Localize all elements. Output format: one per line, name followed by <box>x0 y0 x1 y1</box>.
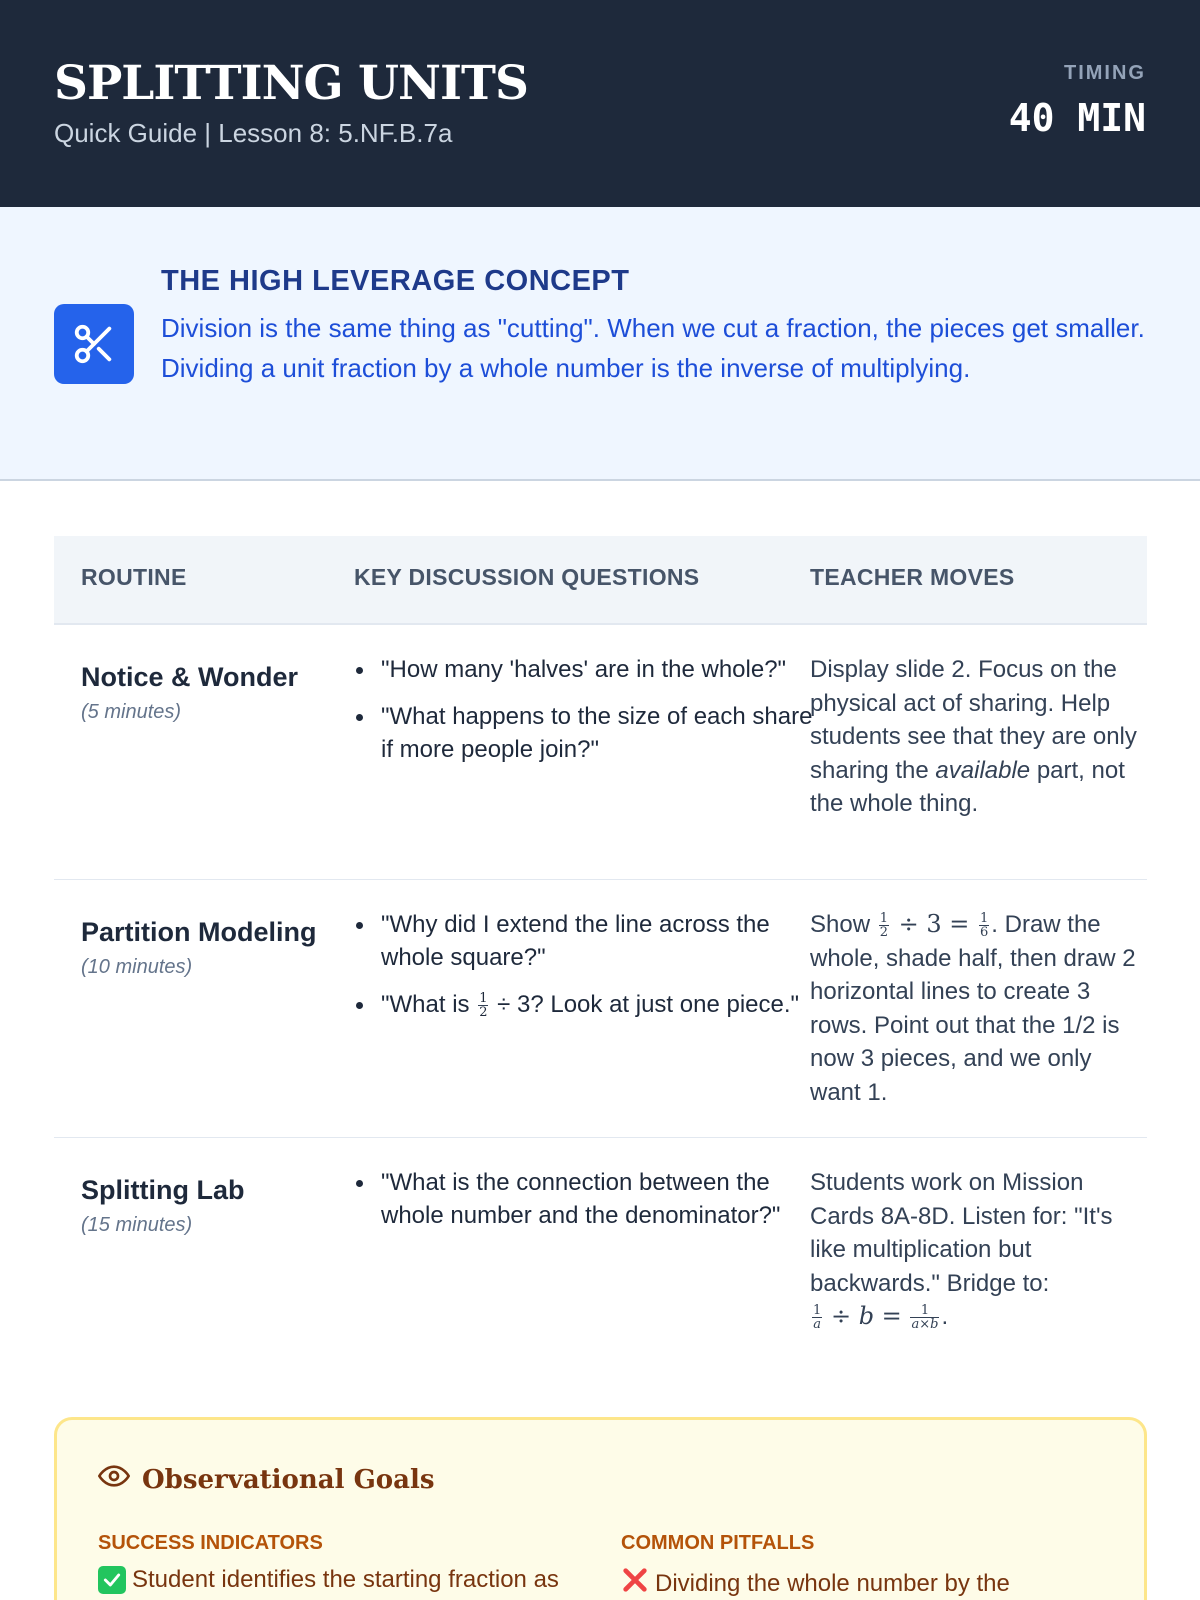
table-header <box>54 536 1147 625</box>
routine-cell <box>81 1170 321 1237</box>
success-indicators-heading: SUCCESS INDICATORS <box>98 1532 323 1554</box>
success-item <box>98 1566 559 1594</box>
teacher-moves-cell <box>810 653 1140 821</box>
math-operator: ÷ b = <box>830 1302 902 1330</box>
routine-name: Splitting Lab <box>81 1175 245 1205</box>
routine-time: (15 minutes) <box>81 1214 193 1236</box>
routine-cell <box>81 657 321 724</box>
fraction-one-sixth: $\frac{1}{6}$ <box>980 911 989 941</box>
success-item-text: Student identifies the starting fraction as <box>132 1566 559 1593</box>
fraction-one-over-axb: $\frac{1}{a\times b}$ <box>911 1303 939 1333</box>
goals-title <box>98 1464 434 1495</box>
table-row <box>54 625 1147 880</box>
question-item: "How many 'halves' are in the whole?" <box>354 653 814 686</box>
routine-time: (10 minutes) <box>81 956 193 978</box>
observational-goals-panel <box>54 1417 1147 1600</box>
questions-cell <box>354 1166 814 1246</box>
question-item <box>354 988 814 1021</box>
cross-icon <box>621 1566 649 1600</box>
concept-heading: THE HIGH LEVERAGE CONCEPT <box>161 265 630 297</box>
routine-cell <box>81 912 321 979</box>
concept-text: Division is the same thing as "cutting". When we cut a fraction, the pieces get smaller. Dividing a unit fraction by a whole number is the inverse of multiplying. <box>161 313 1145 383</box>
teacher-moves-cell <box>810 1166 1140 1334</box>
timing-value: 40 MIN <box>1008 96 1146 140</box>
table-row <box>54 880 1147 1138</box>
moves-text: part, not the whole thing. <box>810 756 1125 817</box>
header-bar <box>0 0 1200 207</box>
math-operator: ÷ 3 = <box>890 910 977 938</box>
moves-text: Show <box>810 911 877 938</box>
moves-text: Display slide 2. Focus on the physical act of sharing. Help students see that they are only sharing the <box>810 656 1137 784</box>
pitfall-item-text: Dividing the whole number by the <box>655 1569 1010 1597</box>
moves-emphasis: available <box>935 756 1031 784</box>
fraction-one-half: $\frac{1}{2}$ <box>879 911 888 941</box>
questions-cell <box>354 653 814 780</box>
check-icon <box>98 1566 126 1594</box>
table-row <box>54 1138 1147 1378</box>
goals-title-text: Observational Goals <box>142 1464 435 1495</box>
pitfall-item <box>621 1566 1010 1600</box>
column-header-routine: ROUTINE <box>81 564 187 590</box>
routine-table <box>54 536 1147 1378</box>
column-header-questions: KEY DISCUSSION QUESTIONS <box>354 564 700 590</box>
routine-time: (5 minutes) <box>81 701 182 723</box>
scissors-icon <box>54 304 134 384</box>
question-item: "What happens to the size of each share if more people join?" <box>354 700 814 766</box>
moves-text: Students work on Mission Cards 8A-8D. Listen for: "It's like multiplication but backwards." Bridge to: <box>810 1169 1113 1297</box>
page-title: SPLITTING UNITS <box>54 56 528 111</box>
column-header-moves: TEACHER MOVES <box>810 564 1015 590</box>
page-subtitle: Quick Guide | Lesson 8: 5.NF.B.7a <box>54 118 453 148</box>
question-text: "What is <box>381 991 477 1018</box>
routine-name: Partition Modeling <box>81 917 317 947</box>
fraction-one-half: $\frac{1}{2}$ <box>479 991 488 1021</box>
common-pitfalls-heading: COMMON PITFALLS <box>621 1532 815 1554</box>
formula-line <box>810 1300 1140 1334</box>
question-item: "Why did I extend the line across the whole square?" <box>354 908 814 974</box>
routine-name: Notice & Wonder <box>81 662 299 692</box>
fraction-one-over-a: $\frac{1}{a}$ <box>813 1303 822 1333</box>
question-item: "What is the connection between the whole number and the denominator?" <box>354 1166 814 1232</box>
period: . <box>941 1303 949 1330</box>
teacher-moves-cell <box>810 908 1140 1109</box>
eye-icon <box>98 1464 130 1495</box>
timing-label: TIMING <box>1064 62 1146 84</box>
question-text: ÷ 3? Look at just one piece." <box>490 991 800 1018</box>
concept-section <box>0 207 1200 481</box>
moves-text: . Draw the whole, shade half, then draw 2 horizontal lines to create 3 rows. Point out that the 1/2 is now 3 pieces, and we only want 1. <box>810 911 1136 1106</box>
questions-cell <box>354 908 814 1035</box>
